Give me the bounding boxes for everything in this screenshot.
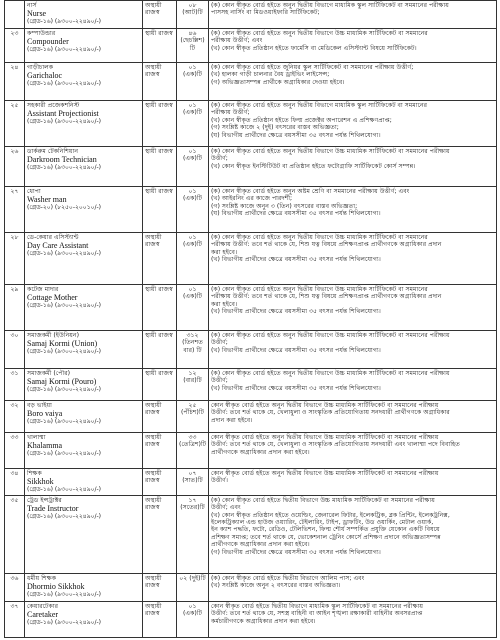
post-name-english: Cottage Mother: [27, 293, 78, 303]
vacancy-count-cell: ০২ (দুই)টি: [177, 573, 209, 601]
serial-number-cell: ২৩: [5, 29, 25, 63]
post-name-cell: [25, 331, 143, 369]
vacancy-count-cell: ৩১২ (তিনশত বার) টি: [177, 331, 209, 369]
requirement-line: উত্তীর্ণ।: [211, 477, 228, 485]
table-row: [5, 29, 497, 63]
requirements-cell: [209, 601, 497, 637]
serial-number-cell: ৩৭: [5, 601, 25, 637]
table-row: [5, 187, 497, 233]
requirements-cell: [209, 401, 497, 433]
job-requirements-sheet: [4, 0, 496, 640]
requirements-cell: [209, 147, 497, 187]
requirements-cell: [209, 433, 497, 469]
requirement-line: (গ) সংশ্লিষ্ট কাজে অনুন ৩ (তিন) বৎসরের বাস্তব অভিজ্ঞতা;: [211, 202, 358, 210]
requirements-cell: [209, 187, 497, 233]
post-name-english: Garichaloc: [27, 71, 63, 81]
serial-number-cell: ৩২: [5, 401, 25, 433]
vacancy-count-cell: ০১ (এক)টি: [177, 601, 209, 637]
requirement-line: (ক) কোন স্বীকৃত বোর্ড হইতে অনুন দ্বিতীয় বিভাগে মাধ্যমিক স্কুল সার্টিফিকেট বা সমমানের: [211, 102, 428, 109]
requirement-line: (খ) কোন স্বীকৃত প্রতিষ্ঠান হইতে ওয়েল্ডিং, জেনারেল ফিটার, ইলেকট্রিক, ব্লক প্রিন্টিং, ইলেকট্রনিক্স,: [211, 511, 450, 519]
requirements-cell: [209, 29, 497, 63]
requirement-line: কোন স্বীকৃত বোর্ড হইতে অনুন দ্বিতীয় বিভাগে উচ্চ মাধ্যমিক সার্টিফিকেট বা সমমানের পরীক্ষায়: [211, 470, 439, 477]
post-type-cell: অস্থায়ী রাজস্ব: [143, 233, 177, 285]
serial-number-cell: ৩০: [5, 331, 25, 369]
requirements-cell: [209, 573, 497, 601]
pay-grade: (গ্রেড-১৬) (৯৩০০-২২৪৯০/-): [27, 450, 102, 458]
post-type-cell: অস্থায়ী রাজস্ব: [143, 63, 177, 101]
requirement-line: (খ) কোন স্বীকৃত প্রতিষ্ঠান হইতে ফার্মেসি বা মেডিকেল এসিস্ট্যান্ট বিষয়ে সার্টিফিকেট।: [211, 44, 417, 52]
requirement-line: (গ) সংশ্লিষ্ট কাজে ২ (দুই) বৎসরের বাস্তব অভিজ্ঞতা;: [211, 124, 339, 132]
requirement-line: পাসসহ নার্সিং বা মিডওয়াইফারি সার্টিফিকেট;: [211, 9, 320, 17]
requirement-line: (ক) কোন স্বীকৃত বোর্ড হইতে জুনিয়র স্কুল সার্টিফিকেট বা সমমানের পরীক্ষায় উত্তীর্ণ;: [211, 64, 414, 71]
table-row: [5, 369, 497, 401]
post-name-cell: [25, 601, 143, 637]
post-name-english: Trade Instructor: [27, 504, 79, 514]
post-name-cell: [25, 433, 143, 469]
requirement-line: পরীক্ষায় উত্তীর্ণ: তবে শর্ত থাকে যে, শিশু যত্ন বিষয়ে প্রশিক্ষণপ্রাপ্ত প্রার্থীগণকে অগ্রাধিকার প্রদান: [211, 293, 442, 301]
post-name-cell: [25, 233, 143, 285]
post-name-bangla: সমাজকর্মী (পৌর): [27, 370, 71, 377]
requirement-line: উত্তীর্ণ: তবে শর্ত থাকে যে, সশস্ত্র বাহিনী বা আইন শৃঙ্খলা রক্ষাকারী বাহিনীর অবসরপ্রাপ্ত: [211, 610, 423, 618]
post-type-cell: স্থায়ী রাজস্ব: [143, 331, 177, 369]
post-name-bangla: শিক্ষক: [27, 470, 42, 477]
post-type-cell: অস্থায়ী রাজস্ব: [143, 433, 177, 469]
post-name-bangla: ধর্মীয় শিক্ষক: [27, 574, 57, 582]
pay-grade: (গ্রেড-১৬) (৯৩০০-২২৪৯০/-): [27, 250, 102, 258]
requirement-line: (ক) কোন স্বীকৃত বোর্ড হইতে অনুন দ্বিতীয় বিভাগে উচ্চ মাধ্যমিক সার্টিফিকেট বা সমমানের: [211, 30, 428, 37]
requirement-line: (ঘ) বিভাগীয় প্রার্থীদের ক্ষেত্রে বয়সসীমা ৩৫ বৎসর পর্যন্ত শিথিলযোগ্য।: [211, 131, 381, 139]
serial-number-cell: ২৬: [5, 147, 25, 187]
requirement-line: (ক) কোন স্বীকৃত বোর্ড হইতে অনুন দ্বিতীয় বিভাগে মাধ্যমিক স্কুল সার্টিফিকেট বা সমমানের পরীক্ষায়: [211, 2, 449, 9]
pay-grade: (গ্রেড-১৬) (৯৩০০-২২৪৯০/-): [27, 118, 102, 126]
requirement-line: প্রার্থীগণকে অগ্রাধিকার প্রদান করা হইবে।: [211, 448, 310, 456]
post-type-cell: অস্থায়ী রাজস্ব: [143, 401, 177, 433]
pay-grade: (গ্রেড-১৬) (৯৩০০-২২৪৯০/-): [27, 46, 102, 54]
requirement-line: (ক) কোন স্বীকৃত বোর্ড হইতে অনুন দ্বিতীয় বিভাগে উচ্চ মাধ্যমিক সার্টিফিকেট বা সমমানের পরীক্ষায়: [211, 370, 450, 377]
post-name-english: Khalamma: [27, 441, 63, 451]
table-row: [5, 573, 497, 601]
requirements-cell: [209, 285, 497, 331]
post-name-bangla: গাড়ীচালক: [27, 64, 54, 71]
requirement-line: উত্তীর্ণ: তবে শর্ত থাকে যে, খেলাধুলা ও সাংস্কৃতিক প্রতিযোগিতায় সনদধারী এবং খালাম্মা পদে বিবাহিত: [211, 441, 460, 449]
serial-number-cell: ২৯: [5, 285, 25, 331]
table-row: [5, 495, 497, 573]
table-row: [5, 285, 497, 331]
table-body: [5, 1, 497, 638]
pay-grade: (গ্রেড-১৬) (৯৩০০-২২৪৯০/-): [27, 18, 102, 26]
vacancy-count-cell: ২৫ (পঁচিশ)টি: [177, 401, 209, 433]
post-name-english: Boro vaiya: [27, 409, 63, 419]
serial-number-cell: ২৫: [5, 101, 25, 147]
serial-number-cell: ৩৫: [5, 495, 25, 573]
table-row: [5, 331, 497, 369]
post-name-english: Sikkhok: [27, 477, 54, 487]
post-name-english: Washer man: [27, 195, 67, 205]
requirement-line: (ক) কোন স্বীকৃত বোর্ড হইতে দ্বিতীয় বিভাগে আলিম পাস; এবং: [211, 574, 365, 582]
requirement-line: পরীক্ষায় উত্তীর্ণ; এবং: [211, 37, 263, 45]
table-row: [5, 601, 497, 637]
vacancy-count-cell: ১৭ (সতের)টি: [177, 495, 209, 573]
pay-grade: (গ্রেড-১৬) (৯৩০০-২২৪৯০/-): [27, 591, 102, 599]
post-type-cell: স্থায়ী রাজস্ব: [143, 285, 177, 331]
vacancy-count-cell: ০৮ (আট)টি: [177, 1, 209, 29]
post-name-english: Nurse: [27, 9, 47, 19]
pay-grade: (গ্রেড-১৬) (৯৩০০-২২৪৯০/-): [27, 486, 102, 494]
requirement-line: (ক) কোন স্বীকৃত বোর্ড হইতে অনুন দ্বিতীয় বিভাগে উচ্চ মাধ্যমিক সার্টিফিকেট বা সমমানের: [211, 234, 428, 241]
serial-number-cell: ৩৩: [5, 433, 25, 469]
table-row: [5, 233, 497, 285]
vacancy-count-cell: ০১ (এক)টি: [177, 187, 209, 233]
post-name-bangla: সমাজকর্মী (ইউনিয়ন): [27, 332, 80, 339]
vacancy-count-cell: ৩৩ (তেত্রিশ)টি: [177, 433, 209, 469]
post-type-cell: অস্থায়ী রাজস্ব: [143, 495, 177, 573]
requirement-line: (খ) কোন স্বীকৃত প্রতিষ্ঠান হইতে ফিল্ম প্রজেক্টর অপারেশন এ প্রশিক্ষণপ্রাপ্ত;: [211, 116, 392, 124]
requirement-line: কোন স্বীকৃত বোর্ড হইতে অনুন দ্বিতীয় বিভাগে উচ্চ মাধ্যমিক সার্টিফিকেট বা সমমানের পরীক্ষায়: [211, 402, 439, 409]
pay-grade: (গ্রেড-১৬) (৯৩০০-২২৪৯০/-): [27, 80, 102, 88]
requirement-line: (খ) বিভাগীয় প্রার্থীদের ক্ষেত্রে বয়সসীমা ৩৫ বৎসর পর্যন্ত শিথিলযোগ্য।: [211, 384, 381, 392]
table-row: [5, 433, 497, 469]
post-name-english: Darkroom Technician: [27, 155, 97, 165]
table-row: [5, 63, 497, 101]
requirements-cell: [209, 63, 497, 101]
post-name-cell: [25, 285, 143, 331]
pay-grade: (গ্রেড-১৬) (৯৩০০-২২৪৯০/-): [27, 302, 102, 310]
post-name-english: Samaj Kormi (Union): [27, 339, 98, 349]
post-name-english: Samaj Kormi (Pouro): [27, 377, 97, 387]
post-name-cell: [25, 29, 143, 63]
pay-grade: (গ্রেড-১৬) (৯৩০০-২২৪৯০/-): [27, 513, 102, 521]
post-type-cell: অস্থায়ী রাজস্ব: [143, 601, 177, 637]
post-name-cell: [25, 573, 143, 601]
pay-grade: (গ্রেড-২০) (৮২৫০-২০০১০/-): [27, 204, 102, 212]
serial-number-cell: ৩৪: [5, 469, 25, 496]
post-name-bangla: কেয়ারটেকার: [27, 602, 59, 610]
vacancy-count-cell: ০১ (এক)টি: [177, 101, 209, 147]
serial-number-cell: ২৪: [5, 63, 25, 101]
post-name-cell: [25, 469, 143, 496]
post-type-cell: স্থায়ী রাজস্ব: [143, 147, 177, 187]
requirement-line: (খ) হালকা গাড়ী চালনার বৈধ ড্রাইভিং লাইসেন্স;: [211, 71, 330, 79]
requirement-line: প্রার্থীগণকে অগ্রাধিকার প্রদান করা হইবে।: [211, 541, 310, 549]
requirements-cell: [209, 233, 497, 285]
post-name-cell: [25, 187, 143, 233]
table-row: [5, 147, 497, 187]
vacancy-count-cell: ০৭ (সাত)টি: [177, 469, 209, 496]
post-name-english: Day Care Assistant: [27, 241, 89, 251]
post-name-english: Dhormio Sikkhok: [27, 582, 85, 592]
post-type-cell: স্থায়ী রাজস্ব: [143, 101, 177, 147]
requirement-line: (ক) কোন স্বীকৃত বোর্ড হইতে অনুন দ্বিতীয় বিভাগে উচ্চ মাধ্যমিক সার্টিফিকেট বা সমমানের পরীক্ষায়: [211, 148, 450, 155]
pay-grade: (গ্রেড-১৬) (৯৩০০-২২৪৯০/-): [27, 386, 102, 394]
requirements-cell: [209, 101, 497, 147]
post-type-cell: স্থায়ী রাজস্ব: [143, 29, 177, 63]
requirements-cell: [209, 331, 497, 369]
serial-number-cell: ২৮: [5, 233, 25, 285]
requirement-line: (ঘ) বিভাগীয় প্রার্থীদের ক্ষেত্রে বয়সসীমা ৩৫ বৎসর পর্যন্ত শিথিলযোগ্য।: [211, 210, 381, 218]
vacancy-count-cell: ৪৬ (ছেচল্লিশ) টি: [177, 29, 209, 63]
post-name-bangla: নার্স: [27, 2, 37, 9]
post-name-bangla: বড় ভাইয়া: [27, 402, 52, 409]
post-name-bangla: সহকারী প্রজেকশনিস্ট: [27, 102, 80, 109]
requirement-line: প্রদান করা হইবে।: [211, 416, 253, 424]
requirement-line: (গ) বিভাগীয় প্রার্থীদের ক্ষেত্রে বয়সসীমা ৩৫ বৎসর পর্যন্ত শিথিলযোগ্য।: [211, 548, 381, 556]
post-type-cell: অস্থায়ী রাজস্ব: [143, 1, 177, 29]
requirement-line: উত্তীর্ণ;: [211, 155, 228, 163]
post-name-bangla: ডার্করুম টেকনিশিয়ান: [27, 148, 79, 155]
requirements-cell: [209, 469, 497, 496]
post-name-cell: [25, 1, 143, 29]
post-name-bangla: কটেজ মাদার: [27, 286, 59, 293]
requirements-cell: [209, 369, 497, 401]
post-name-bangla: খালাম্মা: [27, 434, 46, 441]
post-name-cell: [25, 401, 143, 433]
post-type-cell: স্থায়ী রাজস্ব: [143, 369, 177, 401]
requirement-line: পরীক্ষায় উত্তীর্ণ;: [211, 109, 250, 117]
requirement-line: করা হইবে।: [211, 248, 238, 256]
table-row: [5, 1, 497, 29]
pay-grade: (গ্রেড-১৬) (৯৩০০-২২৪৯০/-): [27, 348, 102, 356]
post-name-bangla: ধোপা: [27, 188, 41, 195]
requirement-line: কোন স্বীকৃত বোর্ড হইতে অনুন দ্বিতীয় বিভাগে উচ্চ মাধ্যমিক সার্টিফিকেট বা সমমানের পরীক্ষায়: [211, 434, 439, 441]
vacancy-count-cell: ০১ (এক)টি: [177, 233, 209, 285]
post-name-cell: [25, 147, 143, 187]
post-name-cell: [25, 369, 143, 401]
serial-number-cell: ২৭: [5, 187, 25, 233]
requirement-line: (খ) বিভাগীয় প্রার্থীদের ক্ষেত্রে বয়সসীমা ৩৫ বৎসর পর্যন্ত শিথিলযোগ্য।: [211, 346, 381, 354]
requirement-line: ইলেকট্রিক্যাল এন্ড হাউজ ওয়্যারিং, টেইলারিং, টাইপ, ড্রাফটিং, উড ওয়ার্কিং, মেটাল ওয়ার্ক,: [211, 519, 434, 527]
requirement-line: (খ) কোন স্বীকৃত ইনস্টিটিউট বা প্রতিষ্ঠান হইতে ফটোগ্রাফি সার্টিফিকেট কোর্স সম্পন্ন।: [211, 162, 416, 170]
job-requirements-table: [4, 0, 497, 638]
post-name-english: Compounder: [27, 37, 69, 47]
requirement-line: (ক) কোন স্বীকৃত বোর্ড হইতে অনুন অষ্টম শ্রেণি বা সমমানের পরীক্ষায় উত্তীর্ণ; এবং: [211, 188, 410, 195]
requirement-line: (খ) বিভাগীয় প্রার্থীদের ক্ষেত্রে বয়সসীমা ৩৫ বৎসর পর্যন্ত শিথিলযোগ্য।: [211, 256, 381, 264]
vacancy-count-cell: ০১ (এক)টি: [177, 285, 209, 331]
vacancy-count-cell: ০১ (এক)টি: [177, 63, 209, 101]
requirement-line: (ক) কোন স্বীকৃত বোর্ড হইতে দ্বিতীয় বিভাগে উচ্চ মাধ্যমিক সার্টিফিকেট বা সমমানের পরীক্ষায়: [211, 496, 435, 504]
post-type-cell: অস্থায়ী রাজস্ব: [143, 573, 177, 601]
serial-number-cell: ৩৬: [5, 573, 25, 601]
requirement-line: (ক) কোন স্বীকৃত বোর্ড হইতে অনুন দ্বিতীয় বিভাগে উচ্চ মাধ্যমিক সার্টিফিকেট বা সমমানের: [211, 286, 428, 293]
post-type-cell: অস্থায়ী রাজস্ব: [143, 469, 177, 496]
requirement-line: উত্তীর্ণ;: [211, 339, 228, 347]
requirements-cell: [209, 1, 497, 29]
requirement-line: কোন স্বীকৃত বোর্ড হইতে দ্বিতীয় বিভাগে মাধ্যমিক স্কুল সার্টিফিকেট বা সমমানের পরীক্ষায়: [211, 602, 424, 610]
pay-grade: (গ্রেড-১৬) (৯৩০০-২২৪৯০/-): [27, 164, 102, 172]
serial-number-cell: ৩১: [5, 369, 25, 401]
requirement-line: পরীক্ষায় উত্তীর্ণ: তবে শর্ত থাকে যে, শিশু যত্ন বিষয়ে প্রশিক্ষণপ্রাপ্ত প্রার্থীগণকে অগ্রাধিকার প্রদান: [211, 241, 442, 249]
requirement-line: ইন ক্যাশ পদ্ধতি, ফটো, রেডিও, টেলিভিশন, ফিল্ম শৌর্য সম্পর্কিত প্রযুক্তি যেকোন একটি বিষয়ে: [211, 526, 440, 534]
vacancy-count-cell: ০১ (এক)টি: [177, 147, 209, 187]
post-name-cell: [25, 101, 143, 147]
table-row: [5, 101, 497, 147]
requirement-line: (খ) বিভাগীয় প্রার্থীদের ক্ষেত্রে বয়সসীমা ৩৫ বৎসর পর্যন্ত শিথিলযোগ্য।: [211, 308, 381, 316]
post-name-bangla: কম্পাউন্ডার: [27, 30, 56, 37]
table-row: [5, 469, 497, 496]
requirement-line: (ক) কোন স্বীকৃত বোর্ড হইতে অনুন দ্বিতীয় বিভাগে উচ্চ মাধ্যমিক সার্টিফিকেট বা সমমানের পরীক্ষায়: [211, 332, 450, 339]
requirement-line: উত্তীর্ণ;: [211, 377, 228, 385]
requirement-line: উত্তীর্ণ: তবে শর্ত থাকে যে, খেলাধুলা ও সাংস্কৃতিক প্রতিযোগিতায় সনদধারী প্রার্থীগণকে অগ্রাধিকার: [211, 409, 450, 417]
post-name-cell: [25, 495, 143, 573]
post-name-bangla: ডে-কেয়ার এসিস্ট্যান্ট: [27, 234, 79, 241]
post-name-english: Assistant Projectionist: [27, 109, 99, 119]
table-row: [5, 401, 497, 433]
pay-grade: (গ্রেড-১৬) (৯৩০০-২২৪৯০/-): [27, 619, 102, 627]
vacancy-count-cell: ১২ (বার)টি: [177, 369, 209, 401]
serial-number-cell: [5, 1, 25, 29]
post-name-bangla: ট্রেড ইন্সট্রাক্টর: [27, 496, 62, 504]
requirement-line: প্রশিক্ষণ সমাপ্ত; তবে শর্ত থাকে যে, ভোকেশনাল ট্রেনিং কোর্সে প্রশিক্ষণ প্রদানে অভিজ্ঞতাসম্পন্ন: [211, 533, 441, 541]
post-name-cell: [25, 63, 143, 101]
requirements-cell: [209, 495, 497, 573]
pay-grade: (গ্রেড-১৬) (৯৩০০-২২৪৯০/-): [27, 418, 102, 426]
requirement-line: কর্মচারীগণকে অগ্রাধিকার প্রদান করা হইবে।: [211, 617, 316, 625]
requirement-line: (গ) অভিজ্ঞতাসম্পন্ন প্রার্থীকে অগ্রাধিকার দেওয়া হইবে।: [211, 78, 345, 86]
requirement-line: করা হইবে।: [211, 300, 238, 308]
post-type-cell: স্থায়ী রাজস্ব: [143, 187, 177, 233]
requirement-line: (খ) আইরনিং এর কাজে পারদর্শী;: [211, 195, 293, 203]
requirement-line: উত্তীর্ণ; এবং: [211, 504, 241, 512]
requirement-line: (খ) সংশ্লিষ্ট কাজে অনুন ২ বৎসরের বাস্তব অভিজ্ঞতা।: [211, 582, 341, 590]
post-name-english: Caretaker: [27, 610, 59, 620]
